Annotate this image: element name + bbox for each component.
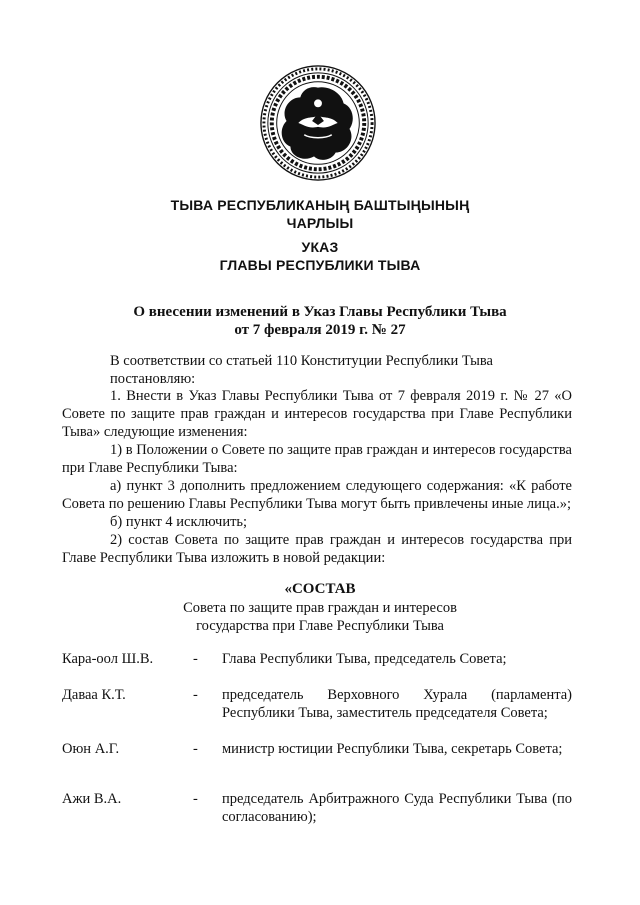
member-role: председатель Арбитражного Суда Республики Тыва (по согласованию); — [222, 791, 572, 825]
header-russian-line2: ГЛАВЫ РЕСПУБЛИКИ ТЫВА — [219, 257, 421, 273]
member-dash: - — [193, 651, 198, 667]
item-1-1-b: б) пункт 4 исключить; — [110, 514, 248, 530]
header-tuvan-line2: ЧАРЛЫЫ — [286, 215, 354, 231]
member-name: Кара-оол Ш.В. — [62, 651, 154, 667]
member-name: Даваа К.Т. — [62, 687, 126, 703]
item-1-1-a: а) пункт 3 дополнить предложением следующего содержания: «К работе Совета по решению Главы Республики Тыва могут быть привлечены иные лица.»; — [62, 478, 572, 512]
composition-heading: «СОСТАВ — [284, 581, 356, 597]
composition-subtitle-line2: государства при Главе Республики Тыва — [196, 618, 444, 634]
preamble: В соответствии со статьей 110 Конституции Республики Тыва постановляю: — [110, 353, 493, 387]
item-1-2: 2) состав Совета по защите прав граждан и интересов государства при Главе Республики Тыва изложить в новой редакции: — [62, 532, 572, 566]
coat-of-arms-tuva-icon — [259, 64, 377, 182]
member-role: министр юстиции Республики Тыва, секретарь Совета; — [222, 741, 563, 757]
member-role: Глава Республики Тыва, председатель Совета; — [222, 651, 507, 667]
item-1: 1. Внести в Указ Главы Республики Тыва от 7 февраля 2019 г. № 27 «О Совете по защите прав граждан и интересов государства при Главе Республики Тыва» следующие изменения: — [62, 388, 572, 440]
member-dash: - — [193, 687, 198, 703]
member-role: председатель Верховного Хурала (парламента) Республики Тыва, заместитель председателя Совета; — [222, 687, 572, 721]
member-name: Ажи В.А. — [62, 791, 122, 807]
member-dash: - — [193, 791, 198, 807]
decree-title-line2: от 7 февраля 2019 г. № 27 — [234, 322, 406, 338]
decree-title-line1: О внесении изменений в Указ Главы Республики Тыва — [133, 304, 507, 320]
item-1-1: 1) в Положении о Совете по защите прав граждан и интересов государства при Главе Республики Тыва: — [62, 442, 572, 476]
composition-subtitle-line1: Совета по защите прав граждан и интересов — [183, 600, 457, 616]
header-tuvan-line1: ТЫВА РЕСПУБЛИКАНЫҢ БАШТЫҢЫНЫҢ — [170, 197, 470, 213]
member-dash: - — [193, 741, 198, 757]
emblem-graphic — [259, 64, 377, 182]
member-name: Оюн А.Г. — [62, 741, 120, 757]
header-russian-line1: УКАЗ — [301, 239, 339, 255]
